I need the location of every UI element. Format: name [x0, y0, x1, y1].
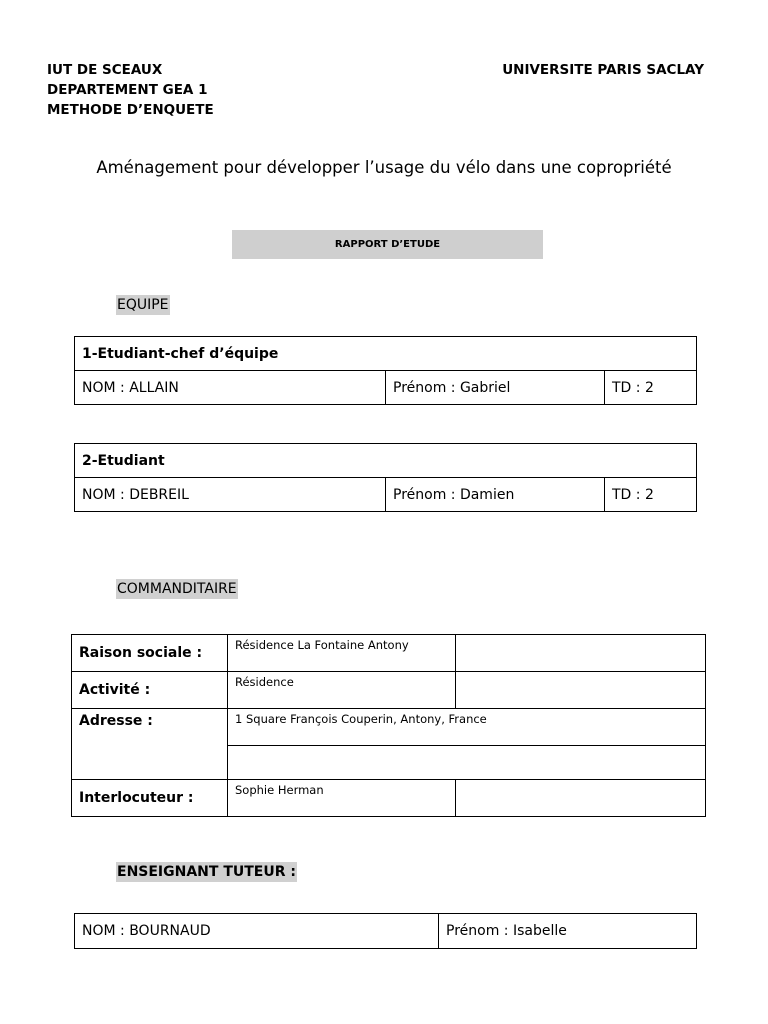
student2-td: TD : 2 [605, 478, 697, 512]
student1-nom: NOM : ALLAIN [75, 371, 386, 405]
student2-title: 2-Etudiant [75, 444, 697, 478]
report-banner: RAPPORT D’ETUDE [232, 230, 543, 259]
equipe-heading: EQUIPE [117, 297, 169, 313]
student2-nom: NOM : DEBREIL [75, 478, 386, 512]
activite-extra [456, 672, 706, 709]
raison-label: Raison sociale : [72, 635, 228, 672]
school-name: IUT DE SCEAUX [47, 62, 163, 78]
interlocuteur-value: Sophie Herman [228, 780, 456, 817]
school-header [47, 60, 214, 120]
raison-value: Résidence La Fontaine Antony [228, 635, 456, 672]
tuteur-prenom: Prénom : Isabelle [439, 914, 697, 949]
tuteur-nom: NOM : BOURNAUD [75, 914, 439, 949]
activite-value: Résidence [228, 672, 456, 709]
tuteur-table [74, 913, 697, 949]
activite-label: Activité : [72, 672, 228, 709]
tuteur-heading: ENSEIGNANT TUTEUR : [117, 864, 296, 880]
commanditaire-table [71, 634, 706, 817]
course-name: METHODE D’ENQUETE [47, 102, 214, 118]
raison-extra [456, 635, 706, 672]
student1-td: TD : 2 [605, 371, 697, 405]
commanditaire-heading: COMMANDITAIRE [117, 581, 237, 597]
adresse-label: Adresse : [72, 709, 228, 780]
student2-table [74, 443, 697, 512]
student1-prenom: Prénom : Gabriel [386, 371, 605, 405]
adresse-value: 1 Square François Couperin, Antony, France [228, 709, 706, 746]
document-title: Aménagement pour développer l’usage du vélo dans une copropriété [96, 158, 672, 177]
interlocuteur-extra [456, 780, 706, 817]
student1-title: 1-Etudiant-chef d’équipe [75, 337, 697, 371]
department-name: DEPARTEMENT GEA 1 [47, 82, 208, 98]
interlocuteur-label: Interlocuteur : [72, 780, 228, 817]
university-name: UNIVERSITE PARIS SACLAY [502, 62, 704, 78]
student2-prenom: Prénom : Damien [386, 478, 605, 512]
adresse-line2 [228, 746, 706, 780]
student1-table [74, 336, 697, 405]
